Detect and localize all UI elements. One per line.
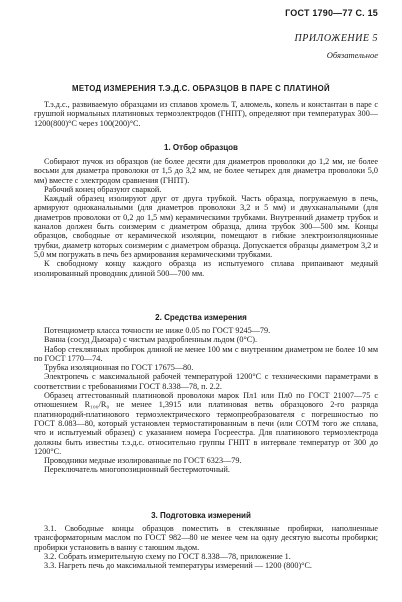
paragraph: Переключатель многопозиционный бестермоточный. [44, 465, 230, 475]
paragraph: Проводники медные изолированные по ГОСТ 6323—79. [44, 456, 242, 466]
appendix-status: Обязательное [326, 50, 378, 60]
appendix-label: ПРИЛОЖЕНИЕ 5 [294, 33, 378, 44]
paragraph: Набор стеклянных пробирок длиной не менее 100 мм с внутренним диаметром не более 10 мм по ГОСТ 1770—74. [34, 344, 378, 363]
section-3-body [34, 524, 378, 570]
section-heading-3: 3. Подготовка измерений [151, 511, 251, 520]
paragraph: 3.2. Собрать измерительную схему по ГОСТ 8.338—78, приложение 1. [44, 551, 291, 561]
paragraph: Собирают пучок из образцов (не более десяти для диаметров проволоки до 1,2 мм, не более восьми для диаметра проволоки от 1,5 до 3,2 мм, не более четырех для диаметра проволоки 5,0 мм) вместе с электродом сравнения (ГНПТ). [34, 157, 378, 185]
section-heading-1: 1. Отбор образцов [164, 143, 238, 152]
paragraph: Рабочий конец образуют сваркой. [44, 184, 162, 194]
paragraph: К свободному концу каждого образца из испытуемого сплава припаивают медный изолированный проводник длиной 500—700 мм. [34, 259, 378, 278]
paragraph: Электропечь с максимальной рабочей температурой 1200°С с техническими параметрами в соответствии с требованиями ГОСТ 8.338—78, п. 2.2. [34, 372, 378, 391]
document-title: МЕТОД ИЗМЕРЕНИЯ Т.Э.Д.С. ОБРАЗЦОВ В ПАРЕ С ПЛАТИНОЙ [72, 84, 330, 93]
paragraph: Образец аттестованный платиновой проволоки марок Пл1 или Пл0 по ГОСТ 21007—75 с отношением R₁₀₀/R₀ не менее 1,3915 или платиновая ветвь образцового 2-го разряда платинородий-платинового термоэлектрического термопреобразователя с погрешностью по ГОСТ 8.083—80, который установлен термостатированным в печи (или СОТМ того же сплава, что и испытуемый образец) с указанием номера Госреестра. Для платинового термоэлектрода должны быть известны т.э.д.с. относительно группы ГНПТ в интервале температур от 300 до 1200°С. [34, 391, 378, 456]
paragraph: Каждый образец изолируют друг от друга трубкой. Часть образца, погружаемую в печь, армируют одноканальными (для диаметров проволоки 3,2 и 5 мм) и двухканальными (для диаметров проволоки от 0,2 до 1,5 мм) керамическими трубками. Внутренний диаметр трубок и каналов должен быть соизмерим с диаметром образца, длина трубок 300—500 мм. Концы образцов, свободные от керамической изоляции, помещают в гибкие электроизоляционные трубки, диаметр которых соизмерим с диаметром образца. Допускается образцы диаметром 3,2 и 5,0 мм погружать в печь без армирования керамическими трубками. [34, 194, 378, 259]
paragraph: Потенциометр класса точности не ниже 0.05 по ГОСТ 9245—79. [44, 326, 271, 335]
intro-paragraph: Т.э.д.с., развиваемую образцами из сплавов хромель Т, алюмель, копель и константан в паре с грушпой нормальных платиновых термоэлектродов (ГНПТ), определяют при температурах 300—1200(800)°С через 100(200)°С. [34, 100, 378, 128]
paragraph: 3.1. Свободные концы образцов поместить в стеклянные пробирки, наполненные трансформаторным маслом по ГОСТ 982—80 не менее чем на одну десятую высоты пробирки; пробирки установить в ванну с таюшим льдом. [34, 524, 378, 552]
paragraph: Трубка изоляционная по ГОСТ 17675—80. [44, 363, 194, 373]
appendix-block [295, 33, 379, 60]
paragraph: 3.3. Нагреть печь до максимальной температуры измерений — 1200 (800)°С. [44, 561, 312, 571]
section-1-body [34, 157, 378, 278]
running-head: ГОСТ 1790—77 С. 15 [285, 8, 378, 18]
intro-block [34, 100, 378, 128]
section-heading-2: 2. Средства измерения [155, 313, 247, 322]
section-2-body [34, 326, 378, 475]
paragraph: Ванна (сосуд Дьюара) с чистым раздробленным льдом (0°С). [44, 335, 258, 345]
